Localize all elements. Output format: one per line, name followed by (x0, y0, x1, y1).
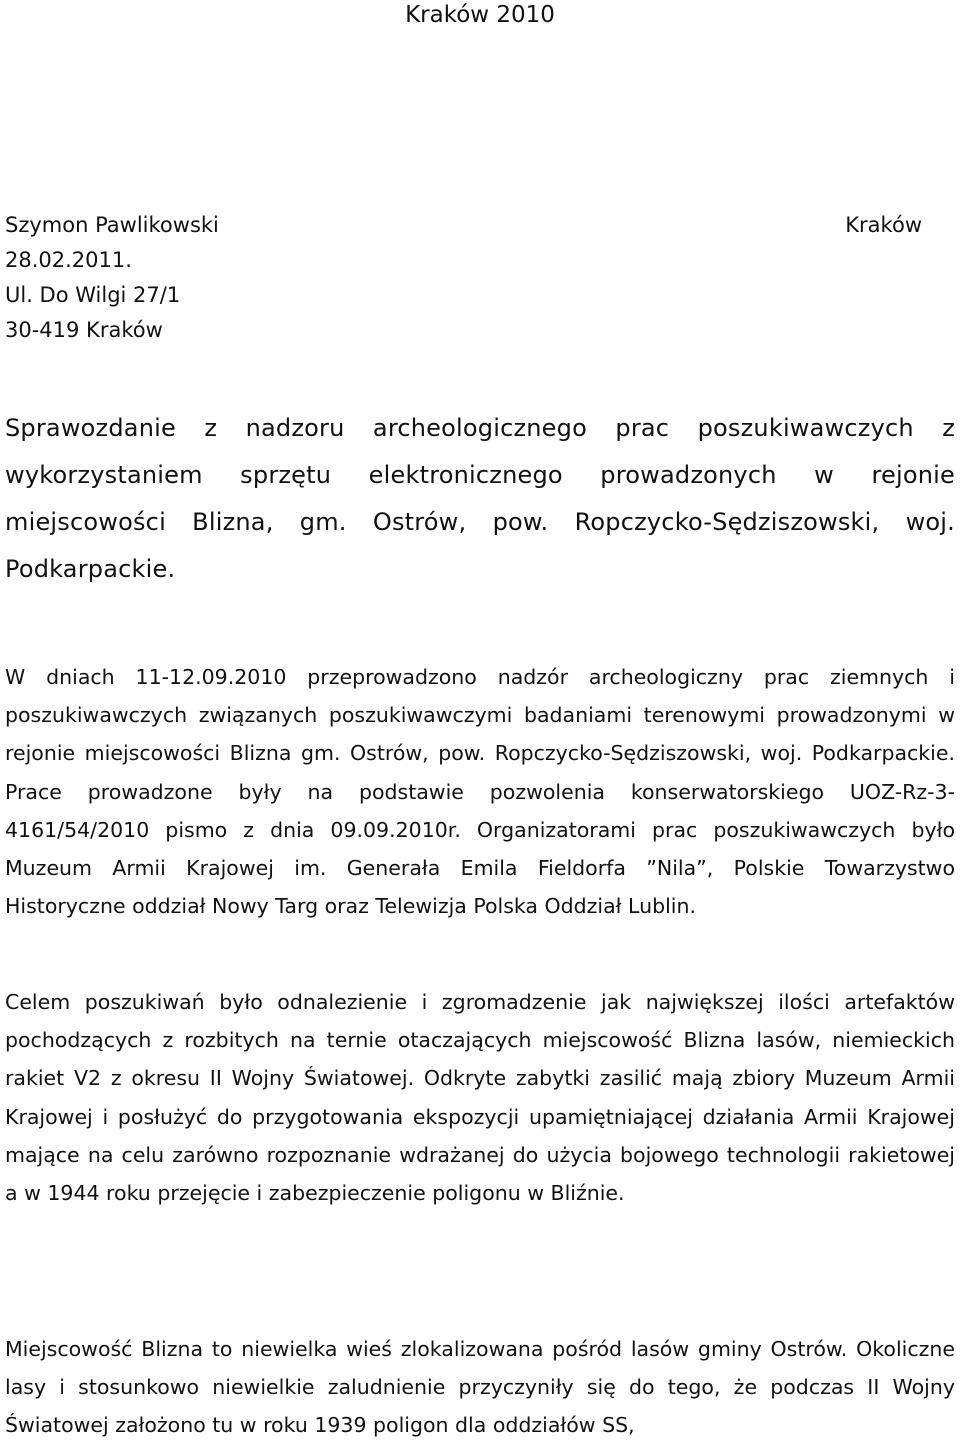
sender-street: Ul. Do Wilgi 27/1 (5, 283, 181, 307)
paragraph-3: Miejscowość Blizna to niewielka wieś zlokalizowana pośród lasów gminy Ostrów. Okoliczne lasy i stosunkowo niewielkie zaludnienie przyczyniły się do tego, że podczas II Wojny Światowej założono tu w roku 1939 poligon dla oddziałów SS, (5, 1337, 955, 1438)
sender-name: Szymon Pawlikowski (5, 213, 219, 237)
paragraph-2: Celem poszukiwań było odnalezienie i zgromadzenie jak największej ilości artefaktów pochodzących z rozbitych na ternie otaczających miejscowość Blizna lasów, niemieckich rakiet V2 z okresu II Wojny Światowej. Odkryte zabytki zasilić mają zbiory Muzeum Armii Krajowej i posłużyć do przygotowania ekspozycji upamiętniającej działania Armii Krajowej mające na celu zarówno rozpoznanie wdrażanej do użycia bojowego technologii rakietowej a w 1944 roku przejęcie i zabezpieczenie poligonu w Bliźnie. (5, 990, 955, 1206)
header-title: Kraków 2010 (405, 2, 555, 28)
sender-postal-city: 30-419 Kraków (5, 318, 163, 342)
paragraph-1: W dniach 11-12.09.2010 przeprowadzono nadzór archeologiczny prac ziemnych i poszukiwawczych związanych poszukiwawczymi badaniami terenowymi prowadzonymi w rejonie miejscowości Blizna gm. Ostrów, pow. Ropczycko-Sędziszowski, woj. Podkarpackie. Prace prowadzone były na podstawie pozwolenia konserwatorskiego UOZ-Rz-3-4161/54/2010 pismo z dnia 09.09.2010r. Organizatorami prac poszukiwawczych było Muzeum Armii Krajowej im. Generała Emila Fieldorfa ”Nila”, Polskie Towarzystwo Historyczne oddział Nowy Targ oraz Telewizja Polska Oddział Lublin. (5, 665, 955, 919)
sender-date: 28.02.2011. (5, 248, 132, 272)
page-header (0, 0, 960, 30)
sender-block (5, 208, 219, 348)
place-label: Kraków (845, 213, 922, 237)
report-title: Sprawozdanie z nadzoru archeologicznego prac poszukiwawczych z wykorzystaniem sprzętu elektronicznego prowadzonych w rejonie miejscowości Blizna, gm. Ostrów, pow. Ropczycko-Sędziszowski, woj. Podkarpackie. (5, 414, 955, 583)
